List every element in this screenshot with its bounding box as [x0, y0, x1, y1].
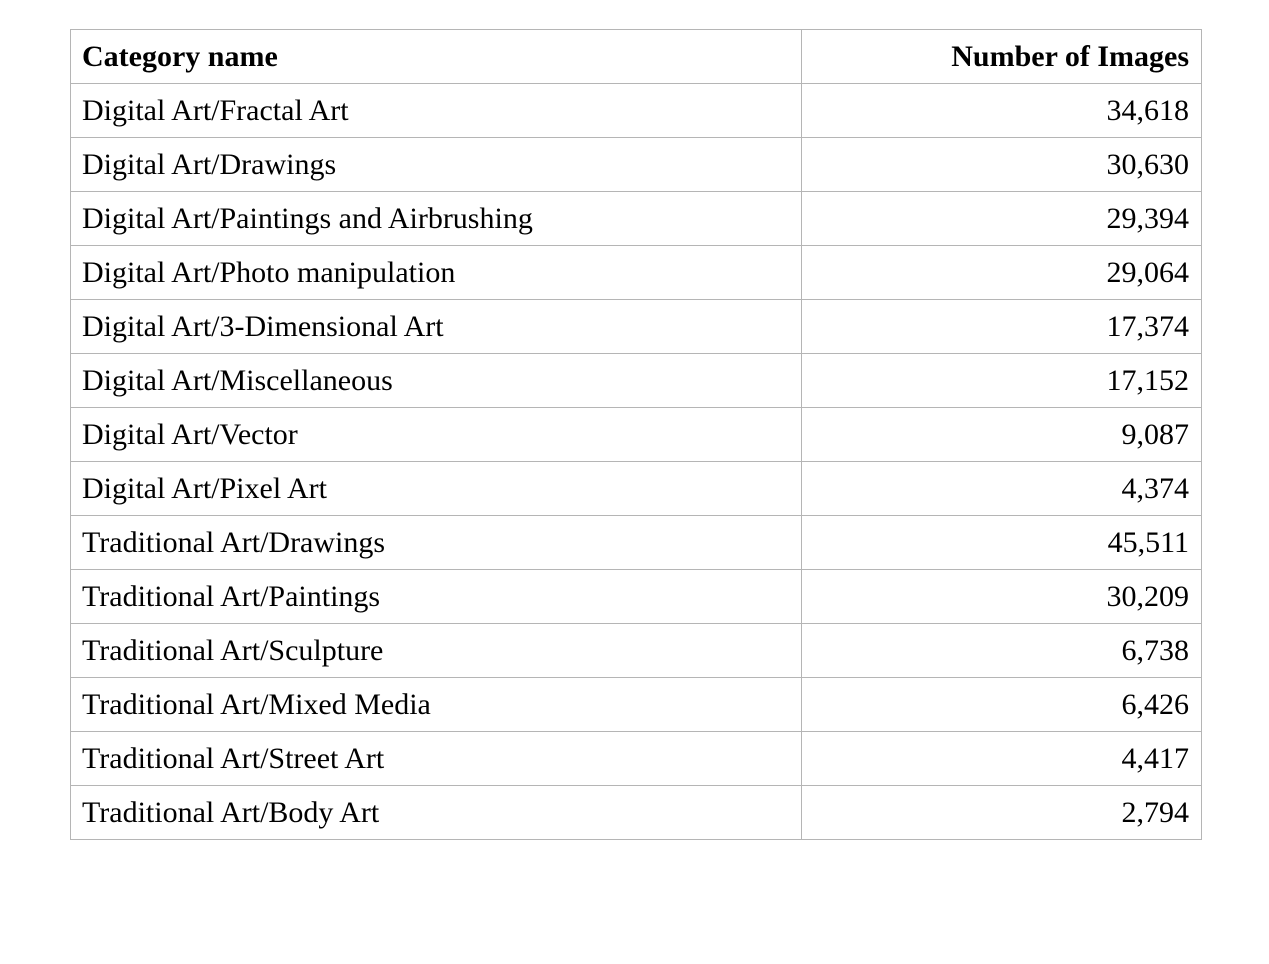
table-row — [71, 138, 1202, 192]
header-number-of-images: Number of Images — [802, 30, 1202, 84]
table-row — [71, 624, 1202, 678]
category-cell: Traditional Art/Mixed Media — [71, 678, 802, 732]
count-cell: 2,794 — [802, 786, 1202, 840]
category-cell: Traditional Art/Paintings — [71, 570, 802, 624]
count-cell: 4,417 — [802, 732, 1202, 786]
count-cell: 29,394 — [802, 192, 1202, 246]
table-row — [71, 462, 1202, 516]
category-cell: Digital Art/Drawings — [71, 138, 802, 192]
table-row — [71, 786, 1202, 840]
category-cell: Digital Art/Paintings and Airbrushing — [71, 192, 802, 246]
count-cell: 29,064 — [802, 246, 1202, 300]
table-row — [71, 354, 1202, 408]
count-cell: 4,374 — [802, 462, 1202, 516]
count-cell: 9,087 — [802, 408, 1202, 462]
table-row — [71, 408, 1202, 462]
count-cell: 45,511 — [802, 516, 1202, 570]
category-cell: Digital Art/3-Dimensional Art — [71, 300, 802, 354]
table-row — [71, 192, 1202, 246]
category-table — [70, 29, 1202, 840]
category-cell: Traditional Art/Body Art — [71, 786, 802, 840]
header-category-name: Category name — [71, 30, 802, 84]
category-cell: Traditional Art/Street Art — [71, 732, 802, 786]
count-cell: 6,738 — [802, 624, 1202, 678]
category-cell: Digital Art/Vector — [71, 408, 802, 462]
table-row — [71, 570, 1202, 624]
table-row — [71, 516, 1202, 570]
table-header-row — [71, 30, 1202, 84]
category-cell: Traditional Art/Drawings — [71, 516, 802, 570]
table-row — [71, 300, 1202, 354]
category-cell: Digital Art/Miscellaneous — [71, 354, 802, 408]
category-table-container — [70, 29, 1202, 840]
category-cell: Digital Art/Pixel Art — [71, 462, 802, 516]
category-cell: Traditional Art/Sculpture — [71, 624, 802, 678]
count-cell: 34,618 — [802, 84, 1202, 138]
count-cell: 17,152 — [802, 354, 1202, 408]
category-cell: Digital Art/Fractal Art — [71, 84, 802, 138]
count-cell: 30,209 — [802, 570, 1202, 624]
count-cell: 6,426 — [802, 678, 1202, 732]
table-row — [71, 84, 1202, 138]
category-cell: Digital Art/Photo manipulation — [71, 246, 802, 300]
table-row — [71, 246, 1202, 300]
table-row — [71, 678, 1202, 732]
count-cell: 30,630 — [802, 138, 1202, 192]
table-row — [71, 732, 1202, 786]
count-cell: 17,374 — [802, 300, 1202, 354]
